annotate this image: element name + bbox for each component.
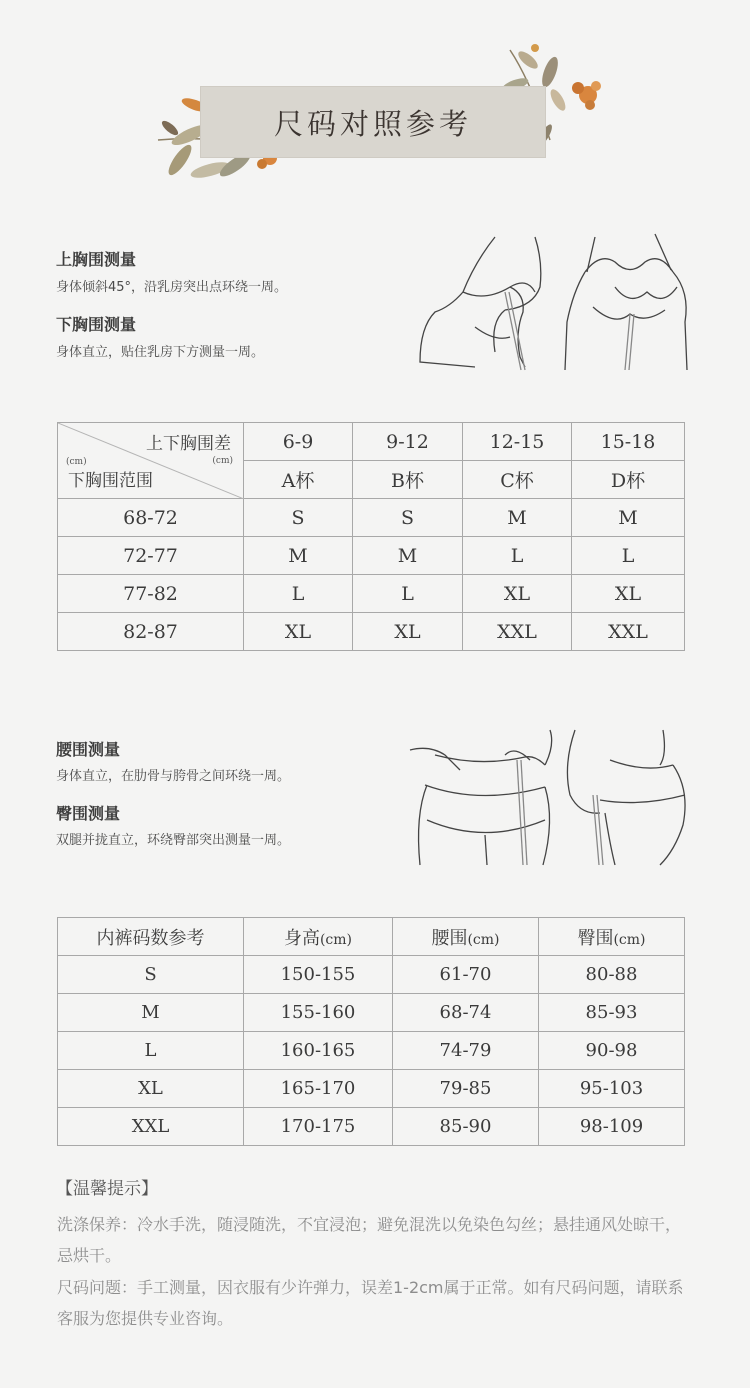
hip-header-label: 臀围 — [577, 927, 614, 949]
unit-label: (cm) — [212, 456, 233, 466]
upper-bust-desc: 身体倾斜45°，沿乳房突出点环绕一周。 — [56, 280, 288, 295]
height-cell: 165-170 — [244, 1070, 393, 1108]
size-cell: M — [244, 537, 353, 575]
size-cell: XXL — [58, 1108, 244, 1146]
difference-header: 9-12 — [353, 423, 463, 461]
size-cell: L — [353, 575, 463, 613]
hip-cell: 98-109 — [539, 1108, 685, 1146]
waist-cell: 68-74 — [393, 994, 539, 1032]
waist-desc: 身体直立，在肋骨与胯骨之间环绕一周。 — [56, 769, 291, 784]
table-row — [58, 613, 685, 651]
table-row — [58, 956, 685, 994]
size-cell: M — [58, 994, 244, 1032]
size-cell: L — [572, 537, 685, 575]
bra-size-table — [57, 422, 685, 651]
hip-cell: 85-93 — [539, 994, 685, 1032]
range-cell: 72-77 — [58, 537, 244, 575]
size-cell: XL — [58, 1070, 244, 1108]
size-cell: XL — [463, 575, 572, 613]
table-row — [58, 537, 685, 575]
size-cell: XXL — [463, 613, 572, 651]
hip-header — [539, 918, 685, 956]
size-ref-header: 内裤码数参考 — [58, 918, 244, 956]
range-cell: 82-87 — [58, 613, 244, 651]
cup-header: B杯 — [353, 461, 463, 499]
waist-cell: 61-70 — [393, 956, 539, 994]
waist-header-label: 腰围 — [431, 927, 468, 949]
hip-heading: 臀围测量 — [56, 804, 121, 823]
size-cell: XL — [572, 575, 685, 613]
range-cell: 68-72 — [58, 499, 244, 537]
range-cell: 77-82 — [58, 575, 244, 613]
height-cell: 160-165 — [244, 1032, 393, 1070]
size-cell: S — [244, 499, 353, 537]
table-row — [58, 918, 685, 956]
difference-header: 12-15 — [463, 423, 572, 461]
height-header — [244, 918, 393, 956]
size-cell: L — [244, 575, 353, 613]
cup-header: C杯 — [463, 461, 572, 499]
size-cell: M — [353, 537, 463, 575]
upper-bust-heading: 上胸围测量 — [56, 250, 137, 269]
size-cell: L — [58, 1032, 244, 1070]
table-row — [58, 1070, 685, 1108]
unit-label: (cm) — [319, 931, 353, 948]
height-cell: 170-175 — [244, 1108, 393, 1146]
waist-heading: 腰围测量 — [56, 740, 121, 759]
hip-cell: 80-88 — [539, 956, 685, 994]
size-cell: XL — [353, 613, 463, 651]
table-row — [58, 575, 685, 613]
cup-header: D杯 — [572, 461, 685, 499]
lower-bust-heading: 下胸围测量 — [56, 315, 137, 334]
waist-cell: 74-79 — [393, 1032, 539, 1070]
size-cell: M — [463, 499, 572, 537]
waist-hip-measure-illustration-icon — [405, 725, 690, 867]
size-cell: XXL — [572, 613, 685, 651]
table-row — [58, 499, 685, 537]
height-cell: 150-155 — [244, 956, 393, 994]
unit-label: (cm) — [66, 457, 87, 467]
unit-label: (cm) — [613, 931, 646, 948]
size-cell: S — [58, 956, 244, 994]
waist-cell: 79-85 — [393, 1070, 539, 1108]
hip-cell: 90-98 — [539, 1032, 685, 1070]
hip-desc: 双腿并拢直立，环绕臀部突出测量一周。 — [56, 833, 291, 848]
underbust-range-label: 下胸围范围 — [68, 471, 153, 491]
unit-label: (cm) — [467, 931, 500, 948]
size-issue-tip: 尺码问题：手工测量，因衣服有少许弹力，误差1-2cm属于正常。如有尺码问题，请联系客服为您提供专业咨询。 — [57, 1278, 684, 1328]
size-cell: L — [463, 537, 572, 575]
difference-header: 15-18 — [572, 423, 685, 461]
waist-cell: 85-90 — [393, 1108, 539, 1146]
lower-bust-desc: 身体直立，贴住乳房下方测量一周。 — [56, 345, 265, 360]
tips-heading: 【温馨提示】 — [56, 1179, 158, 1199]
table-row — [58, 1108, 685, 1146]
wash-care-tip: 洗涤保养：冷水手洗，随浸随洗，不宜浸泡；避免混洗以免染色勾丝；悬挂通风处晾干，忌烘干。 — [57, 1215, 682, 1265]
difference-header: 6-9 — [244, 423, 353, 461]
title-banner — [150, 40, 610, 190]
diagonal-header-cell — [58, 423, 244, 499]
waist-header — [393, 918, 539, 956]
bust-measure-illustration-icon — [415, 232, 695, 374]
page-title: 尺码对照参考 — [200, 86, 546, 158]
size-cell: M — [572, 499, 685, 537]
height-header-label: 身高 — [283, 927, 320, 949]
hip-cell: 95-103 — [539, 1070, 685, 1108]
size-cell: XL — [244, 613, 353, 651]
table-row — [58, 423, 685, 461]
height-cell: 155-160 — [244, 994, 393, 1032]
brief-size-table — [57, 917, 685, 1146]
bust-difference-label: 上下胸围差 — [146, 434, 231, 454]
table-row — [58, 994, 685, 1032]
cup-header: A杯 — [244, 461, 353, 499]
table-row — [58, 1032, 685, 1070]
size-cell: S — [353, 499, 463, 537]
